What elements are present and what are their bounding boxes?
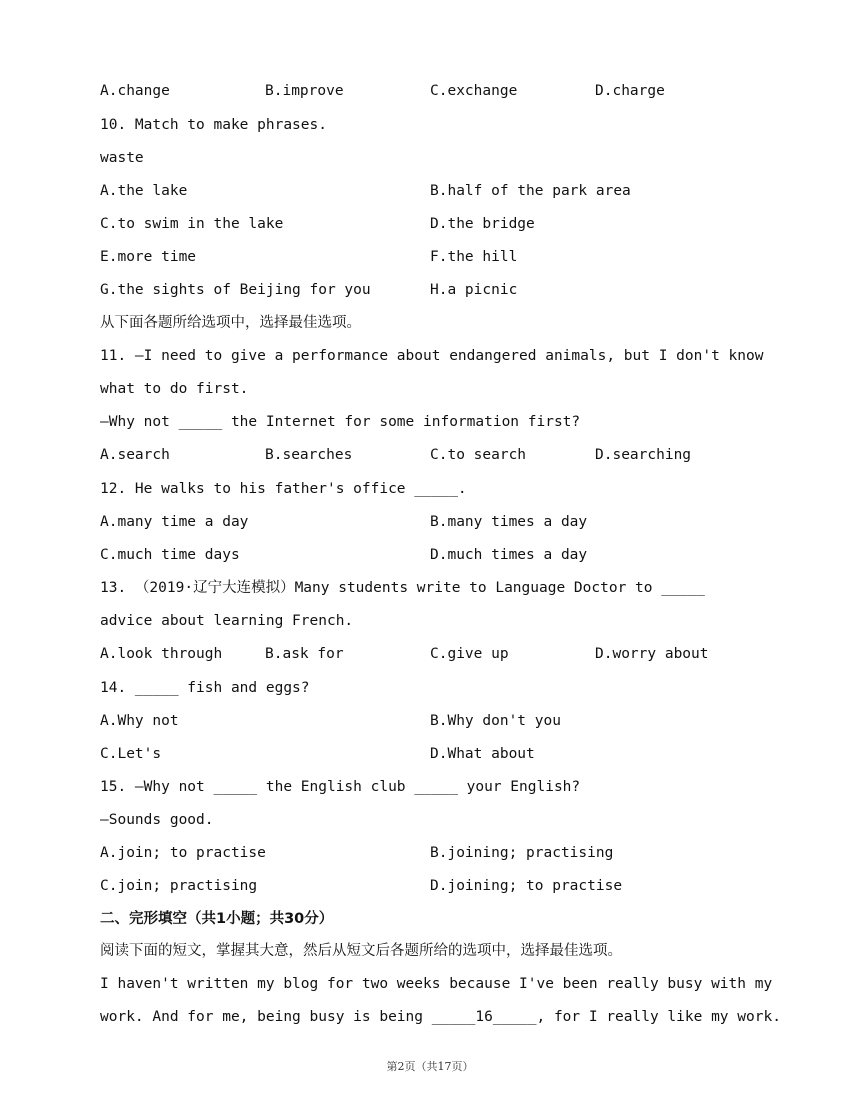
q10-option-b: B.half of the park area [430,183,631,199]
passage-line-2: work. And for me, being busy is being _____16_____, for I really like my work. [100,1009,781,1025]
q11-line-3: —Why not _____ the Internet for some information first? [100,414,581,430]
q10-option-h: H.a picnic [430,282,518,298]
q14-option-c: C.Let's [100,746,162,762]
q15-line-1: 15. —Why not _____ the English club _____ your English? [100,779,581,795]
q15-option-a: A.join; to practise [100,845,266,861]
q13-option-d: D.worry about [595,646,709,662]
q10-option-d: D.the bridge [430,216,535,232]
q12-option-b: B.many times a day [430,514,588,530]
q10-option-c: C.to swim in the lake [100,216,284,232]
q10-option-f: F.the hill [430,249,518,265]
q13-option-b: B.ask for [265,646,344,662]
q12-option-c: C.much time days [100,547,240,563]
q13-line-1: 13. （2019·辽宁大连模拟）Many students write to Language Doctor to _____ [100,580,705,596]
section-instruction: 阅读下面的短文，掌握其大意，然后从短文后各题所给的选项中，选择最佳选项。 [100,943,622,959]
q13-line-2: advice about learning French. [100,613,354,629]
instruction-text: 从下面各题所给选项中，选择最佳选项。 [100,315,361,331]
page-footer: 第2页（共17页） [386,1060,474,1073]
q13-option-a: A.look through [100,646,223,662]
q9-option-d: D.charge [595,83,665,99]
q15-option-d: D.joining; to practise [430,878,623,894]
q11-option-c: C.to search [430,447,527,463]
q11-option-d: D.searching [595,447,692,463]
q12-option-a: A.many time a day [100,514,249,530]
q9-option-c: C.exchange [430,83,518,99]
q10-option-e: E.more time [100,249,197,265]
q11-option-b: B.searches [265,447,353,463]
q15-line-2: —Sounds good. [100,812,214,828]
q12-option-d: D.much times a day [430,547,588,563]
q10-option-g: G.the sights of Beijing for you [100,282,371,298]
q10-option-a: A.the lake [100,183,188,199]
q9-option-b: B.improve [265,83,344,99]
q10-stem: 10. Match to make phrases. [100,117,327,133]
q11-line-2: what to do first. [100,381,249,397]
q14-stem: 14. _____ fish and eggs? [100,680,310,696]
q15-option-b: B.joining; practising [430,845,614,861]
section-heading: 二、完形填空（共1小题；共30分） [100,911,334,927]
q14-option-b: B.Why don't you [430,713,561,729]
q11-option-a: A.search [100,447,170,463]
q13-option-c: C.give up [430,646,509,662]
passage-line-1: I haven't written my blog for two weeks because I've been really busy with my [100,976,773,992]
q12-stem: 12. He walks to his father's office _____. [100,481,467,497]
q11-line-1: 11. —I need to give a performance about endangered animals, but I don't know [100,348,764,364]
q9-option-a: A.change [100,83,170,99]
q10-word: waste [100,150,144,166]
q14-option-a: A.Why not [100,713,179,729]
q14-option-d: D.What about [430,746,535,762]
q15-option-c: C.join; practising [100,878,258,894]
